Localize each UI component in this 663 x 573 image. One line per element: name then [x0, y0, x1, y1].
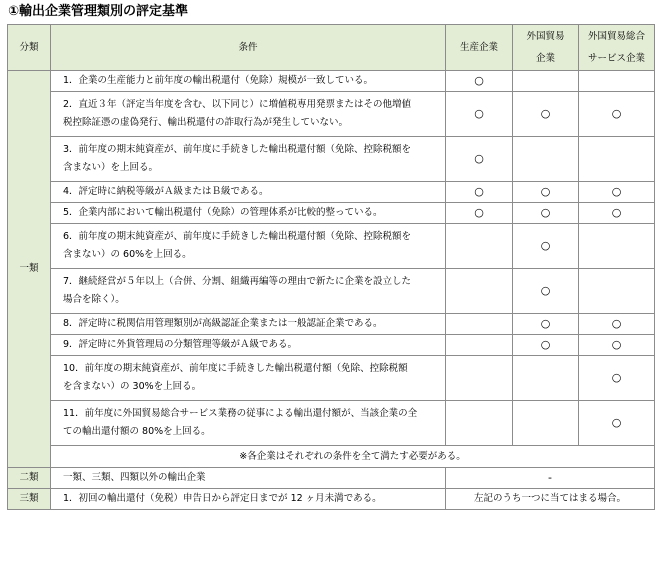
- mark-cell: ○: [513, 182, 579, 203]
- mark-cell: ○: [579, 401, 655, 446]
- condition-cell: [51, 335, 446, 356]
- category-3-condition: 1．初回の輸出還付（免税）申告日から評定日までが 12 ヶ月未満である。: [51, 489, 446, 510]
- mark-cell: [579, 71, 655, 92]
- table-row: [8, 468, 655, 489]
- mark-cell: [446, 269, 513, 314]
- mark-cell: ○: [579, 203, 655, 224]
- condition-line: 7．継続経営が５年以上（合併、分割、組織再編等の理由で新たに企業を設立した: [63, 276, 412, 287]
- mark-cell: ○: [513, 335, 579, 356]
- condition-cell: [51, 71, 446, 92]
- mark-cell: ○: [579, 314, 655, 335]
- table-row: [8, 356, 655, 401]
- condition-line: 8．評定時に税関信用管理類別が高級認証企業または一般認証企業である。: [63, 318, 383, 329]
- mark-cell: ○: [446, 137, 513, 182]
- header-foreign-trade-enterprise: [513, 25, 579, 71]
- condition-line: 場合を除く）。: [63, 294, 125, 305]
- condition-cell: [51, 224, 446, 269]
- condition-line: を含まない）の 30%を上回る。: [63, 381, 202, 392]
- mark-cell: ○: [513, 314, 579, 335]
- condition-cell: [51, 356, 446, 401]
- mark-cell: ○: [579, 182, 655, 203]
- table-row: [8, 182, 655, 203]
- condition-cell: [51, 401, 446, 446]
- header-foreign-trade-line2: 企業: [535, 52, 555, 64]
- header-category: 分類: [8, 25, 51, 71]
- condition-line: 1．企業の生産能力と前年度の輸出税還付（免除）規模が一致している。: [63, 75, 374, 86]
- mark-cell: [579, 224, 655, 269]
- table-row: [8, 269, 655, 314]
- condition-line: 含まない）の 60%を上回る。: [63, 249, 192, 260]
- mark-cell: ○: [446, 71, 513, 92]
- mark-cell: [579, 137, 655, 182]
- category-2-condition: 一類、三類、四類以外の輸出企業: [51, 468, 446, 489]
- category-1-label: 一類: [8, 71, 51, 468]
- mark-cell: [446, 356, 513, 401]
- mark-cell: ○: [513, 203, 579, 224]
- condition-line: 11．前年度に外国貿易総合サービス業務の従事による輸出還付額が、当該企業の全: [63, 408, 418, 419]
- header-comprehensive-line1: 外国貿易総合: [587, 30, 645, 42]
- mark-cell: ○: [513, 92, 579, 137]
- condition-line: 10．前年度の期末純資産が、前年度に手続きした輸出税還付額（免除、控除税額: [63, 363, 408, 374]
- condition-line: 3．前年度の期末純資産が、前年度に手続きした輸出税還付額（免除、控除税額を: [63, 144, 412, 155]
- mark-cell: [446, 335, 513, 356]
- condition-cell: [51, 314, 446, 335]
- mark-cell: ○: [579, 92, 655, 137]
- condition-cell: [51, 203, 446, 224]
- mark-cell: ○: [446, 92, 513, 137]
- header-row: [8, 25, 655, 71]
- table-row: [8, 335, 655, 356]
- header-comprehensive-line2: サービス企業: [587, 52, 645, 64]
- page-title: ①輸出企業管理類別の評定基準: [8, 4, 189, 19]
- mark-cell: [579, 269, 655, 314]
- category-2-label: 二類: [8, 468, 51, 489]
- condition-line: 税控除証憑の虚偽発行、輸出税還付の詐取行為が発生していない。: [63, 117, 349, 128]
- condition-cell: [51, 182, 446, 203]
- header-production-enterprise: 生産企業: [446, 25, 513, 71]
- table-row: [8, 314, 655, 335]
- table-row: [8, 71, 655, 92]
- table-body: [8, 71, 655, 510]
- table-row: [8, 203, 655, 224]
- mark-cell: [513, 356, 579, 401]
- header-foreign-trade-line1: 外国貿易: [526, 30, 565, 42]
- mark-cell: ○: [579, 356, 655, 401]
- condition-line: 含まない）を上回る。: [63, 162, 159, 173]
- header-comprehensive-service-enterprise: [579, 25, 655, 71]
- table-row: [8, 224, 655, 269]
- mark-cell: [446, 224, 513, 269]
- condition-line: 2．直近３年（評定当年度を含む、以下同じ）に増値税専用発票またはその他増値: [63, 99, 412, 110]
- condition-line: 5．企業内部において輸出税還付（免除）の管理体系が比較的整っている。: [63, 207, 383, 218]
- condition-cell: [51, 269, 446, 314]
- mark-cell: [513, 401, 579, 446]
- header-condition: 条件: [51, 25, 446, 71]
- mark-cell: ○: [579, 335, 655, 356]
- table-row: [8, 401, 655, 446]
- condition-line: ての輸出還付額の 80%を上回る。: [63, 426, 211, 437]
- evaluation-criteria-table: [7, 24, 655, 510]
- category-2-value: -: [446, 468, 655, 489]
- mark-cell: ○: [513, 269, 579, 314]
- mark-cell: [446, 314, 513, 335]
- category-3-value: 左記のうち一つに当てはまる場合。: [446, 489, 655, 510]
- mark-cell: ○: [446, 182, 513, 203]
- mark-cell: [513, 137, 579, 182]
- table-row: [8, 137, 655, 182]
- table-row: [8, 489, 655, 510]
- mark-cell: [446, 401, 513, 446]
- mark-cell: ○: [446, 203, 513, 224]
- note-row: [8, 446, 655, 468]
- condition-cell: [51, 137, 446, 182]
- table-row: [8, 92, 655, 137]
- condition-line: 4．評定時に納税等級がＡ級またはＢ級である。: [63, 186, 269, 197]
- condition-cell: [51, 92, 446, 137]
- category-3-label: 三類: [8, 489, 51, 510]
- mark-cell: ○: [513, 224, 579, 269]
- condition-line: 9．評定時に外貨管理局の分類管理等級がＡ級である。: [63, 339, 298, 350]
- category-1-note: ※各企業はそれぞれの条件を全て満たす必要がある。: [51, 446, 655, 468]
- condition-line: 6．前年度の期末純資産が、前年度に手続きした輸出税還付額（免除、控除税額を: [63, 231, 412, 242]
- mark-cell: [513, 71, 579, 92]
